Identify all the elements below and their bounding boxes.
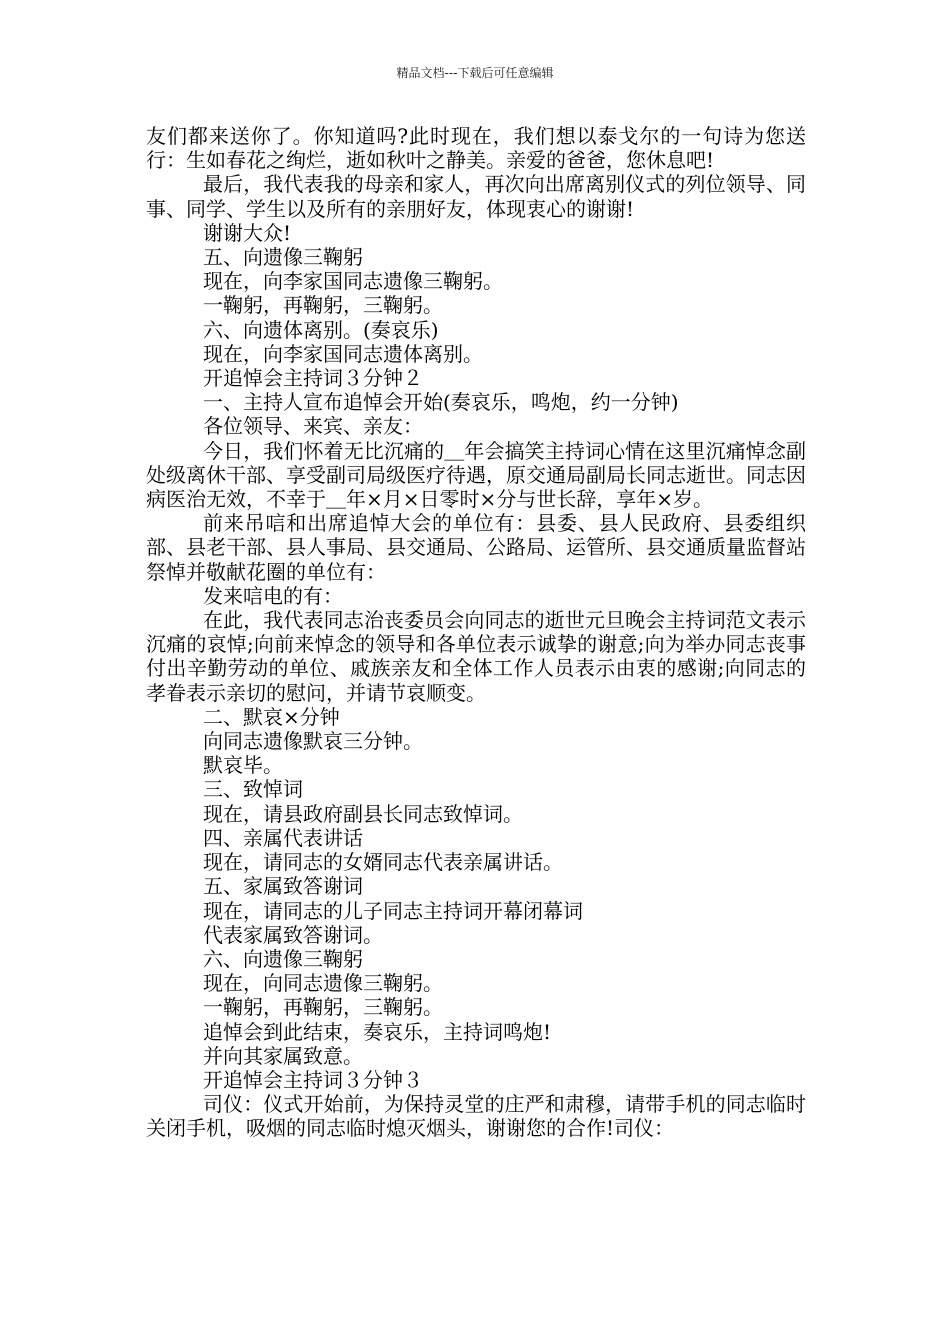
section-heading: 五、家属致答谢词 — [203, 874, 363, 899]
section-heading: 二、默哀×分钟 — [203, 704, 340, 729]
paragraph: 发来唁电的有： — [203, 583, 343, 608]
section-heading: 六、向遗像三鞠躬 — [203, 946, 363, 971]
document-body — [146, 124, 806, 1141]
paragraph: 现在，请同志的儿子同志主持词开幕闭幕词 — [203, 898, 583, 923]
paragraph: 现在，请县政府副县长同志致悼词。 — [203, 801, 523, 826]
page-header: 精品文档---下载后可任意编辑 — [396, 66, 554, 80]
paragraph: 今日，我们怀着无比沉痛的＿年会搞笑主持词心情在这里沉痛悼念副处级离休干部、享受副司局级医疗待遇，原交通局副局长同志逝世。同志因病医治无效，不幸于＿年×月×日零时×分与世长辞，享年×岁。 — [146, 438, 806, 512]
section-heading: 五、向遗像三鞠躬 — [203, 245, 363, 270]
paragraph: 一鞠躬，再鞠躬，三鞠躬。 — [203, 293, 443, 318]
section-heading: 一、主持人宣布追悼会开始(奏哀乐，鸣炮，约一分钟) — [203, 390, 679, 415]
paragraph: 前来吊唁和出席追悼大会的单位有：县委、县人民政府、县委组织部、县老干部、县人事局、县交通局、公路局、运管所、县交通质量监督站祭悼并敬献花圈的单位有： — [146, 511, 806, 584]
article-title: 开追悼会主持词３分钟２ — [203, 366, 423, 391]
paragraph: 向同志遗像默哀三分钟。 — [203, 729, 423, 754]
paragraph: 代表家属致答谢词。 — [203, 922, 383, 947]
paragraph: 友们都来送你了。你知道吗?此时现在，我们想以泰戈尔的一句诗为您送行：生如春花之绚烂，逝如秋叶之静美。亲爱的爸爸，您休息吧! — [146, 124, 806, 173]
paragraph: 现在，请同志的女婿同志代表亲属讲话。 — [203, 850, 563, 875]
paragraph: 并向其家属致意。 — [203, 1043, 363, 1068]
paragraph: 默哀毕。 — [203, 753, 283, 778]
section-heading: 四、亲属代表讲话 — [203, 825, 363, 850]
paragraph: 最后，我代表我的母亲和家人，再次向出席离别仪式的列位领导、同事、同学、学生以及所有的亲朋好友，体现衷心的谢谢! — [146, 172, 806, 221]
paragraph: 一鞠躬，再鞠躬，三鞠躬。 — [203, 995, 443, 1020]
section-heading: 六、向遗体离别。(奏哀乐) — [203, 317, 439, 342]
section-heading: 三、致悼词 — [203, 777, 303, 802]
paragraph: 追悼会到此结束，奏哀乐，主持词鸣炮! — [203, 1019, 552, 1044]
paragraph: 现在，向李家国同志遗像三鞠躬。 — [203, 269, 503, 294]
article-title: 开追悼会主持词３分钟３ — [203, 1067, 423, 1092]
paragraph: 各位领导、来宾、亲友： — [203, 414, 423, 439]
paragraph: 现在，向同志遗像三鞠躬。 — [203, 971, 443, 996]
paragraph: 谢谢大众! — [203, 220, 292, 245]
paragraph: 在此，我代表同志治丧委员会向同志的逝世元旦晚会主持词范文表示沉痛的哀悼;向前来悼念的领导和各单位表示诚挚的谢意;向为举办同志丧事付出辛勤劳动的单位、戚族亲友和全体工作人员表示由衷的感谢;向同志的孝眷表示亲切的慰问，并请节哀顺变。 — [146, 608, 806, 705]
paragraph: 司仪：仪式开始前，为保持灵堂的庄严和肃穆，请带手机的同志临时关闭手机，吸烟的同志临时熄灭烟头，谢谢您的合作!司仪： — [146, 1092, 806, 1141]
paragraph: 现在，向李家国同志遗体离别。 — [203, 341, 483, 366]
